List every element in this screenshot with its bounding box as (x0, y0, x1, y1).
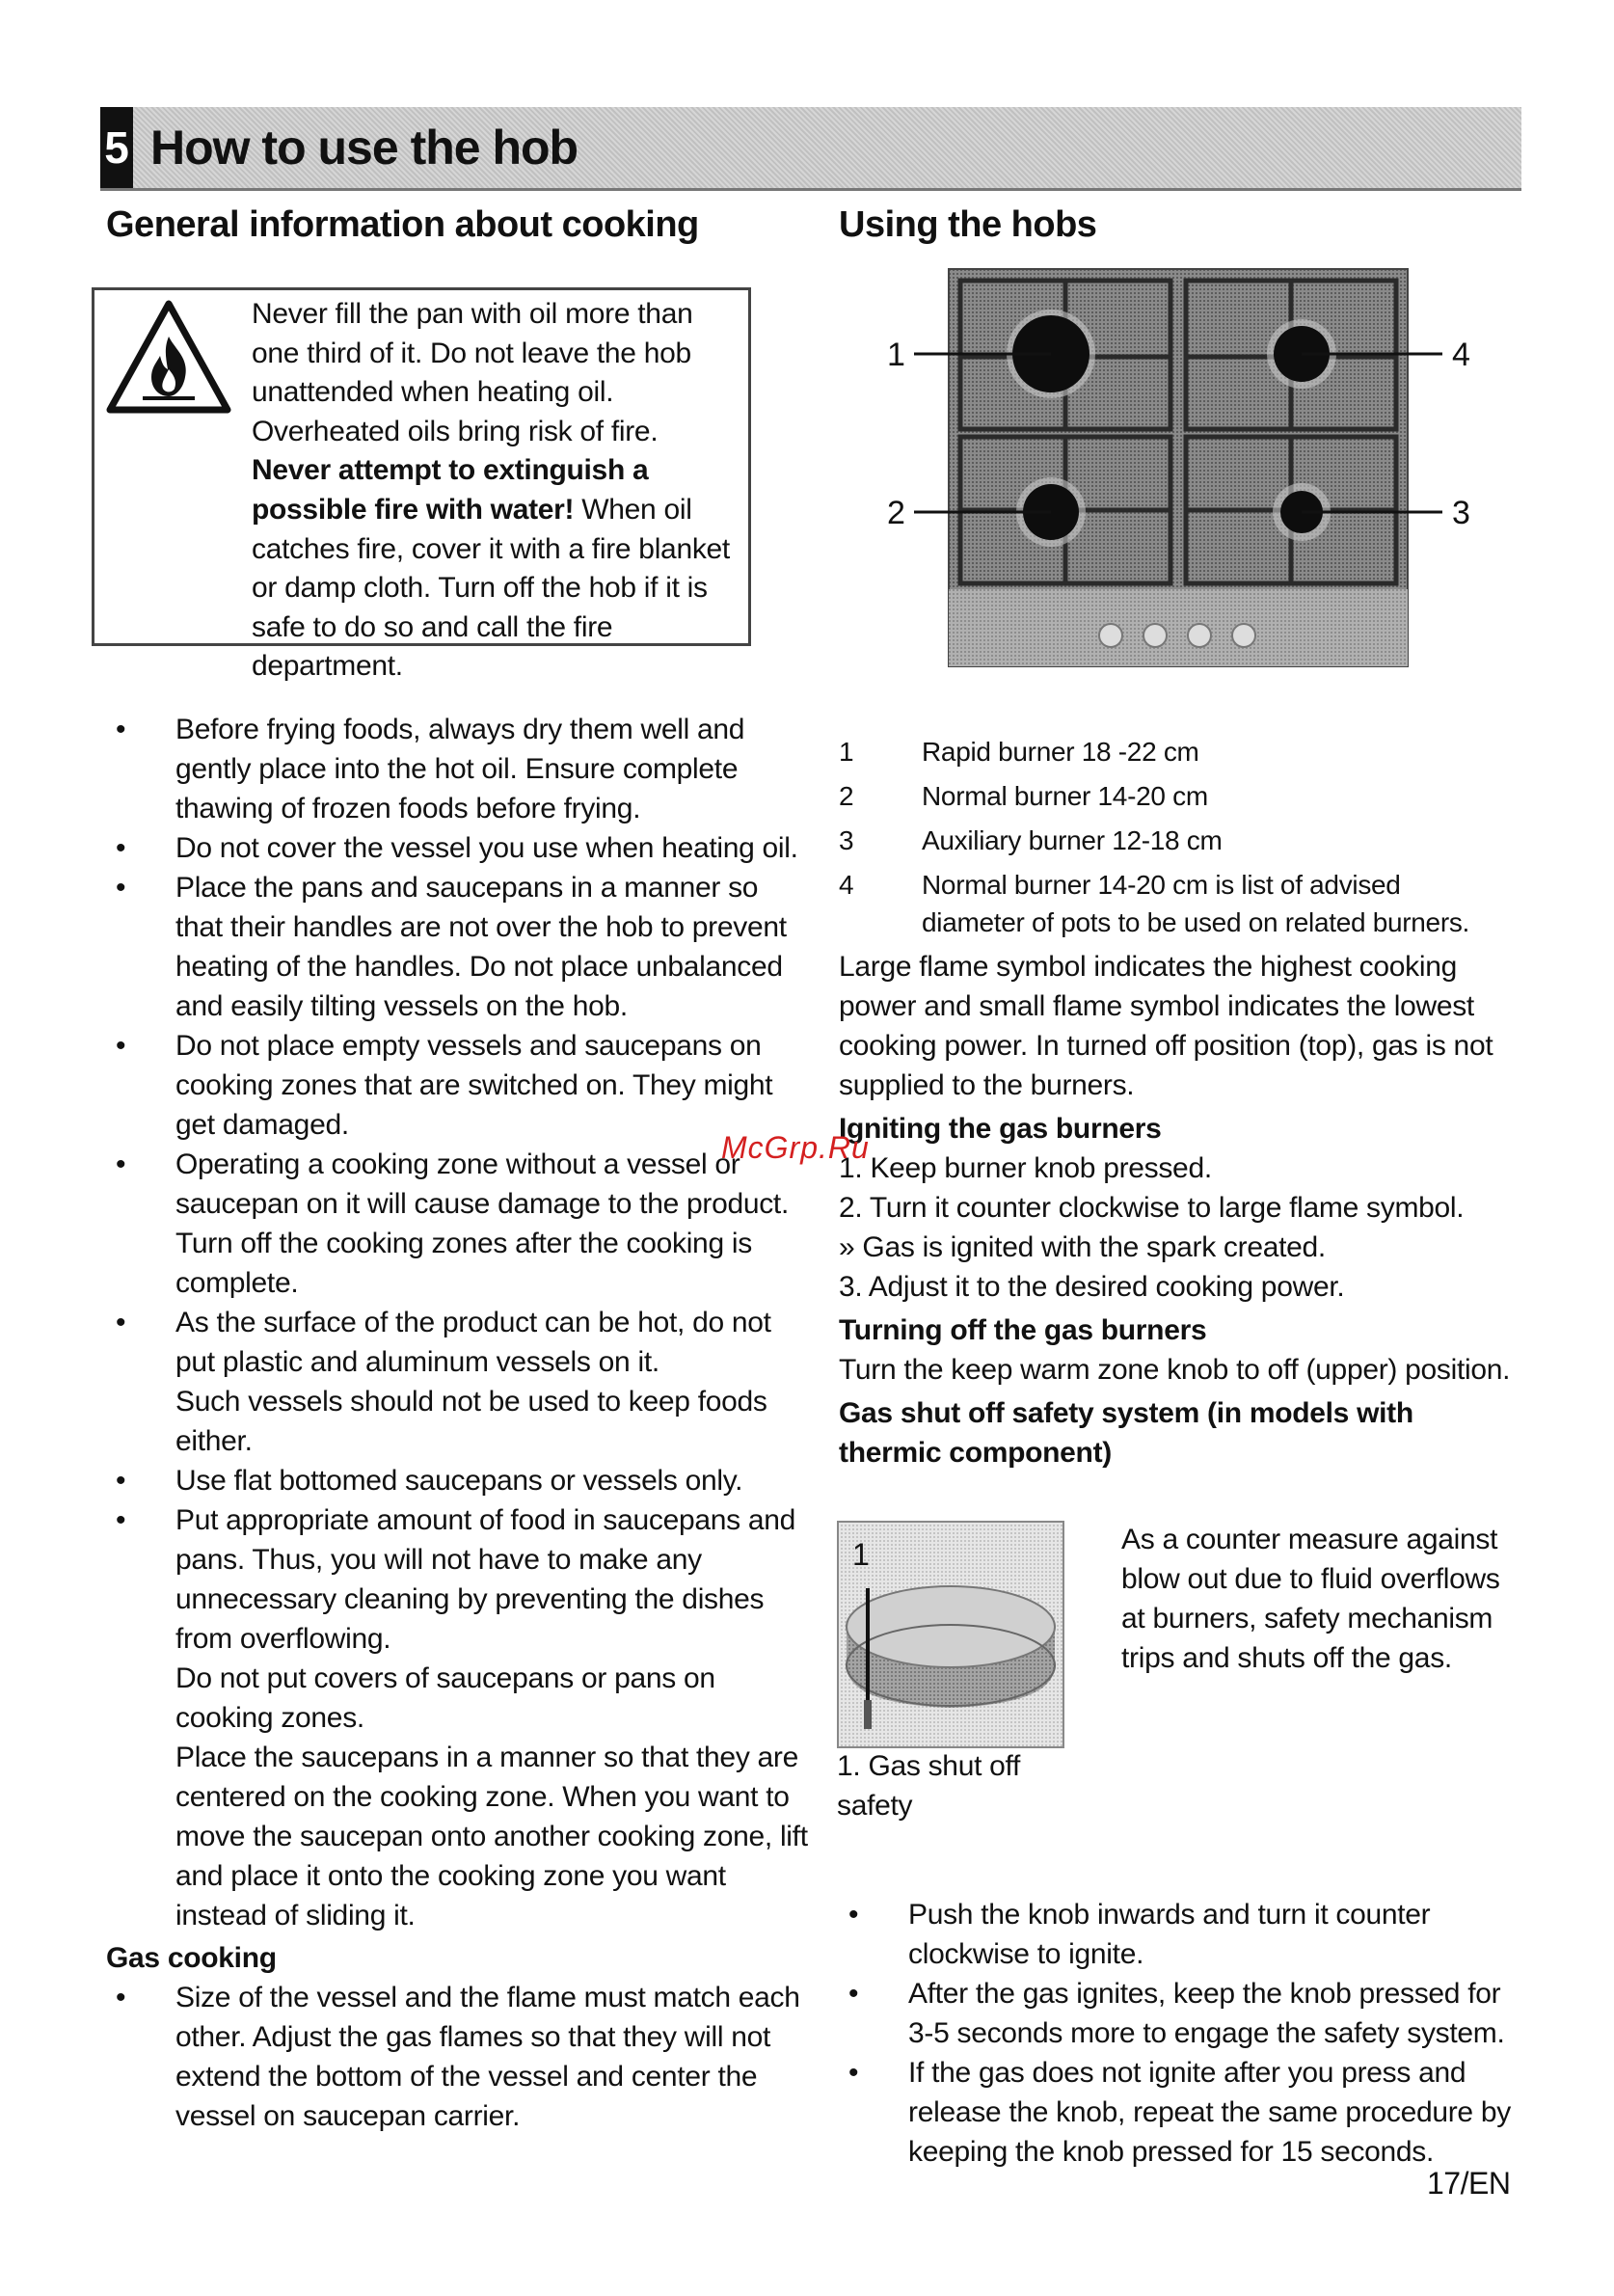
burner-illustration (837, 1521, 1064, 1748)
safety-diagram (837, 1521, 1064, 1748)
list-item: • Do not cover the vessel you use when heating oil. (106, 828, 810, 868)
warning-part1: Never fill the pan with oil more than one third of it. Do not leave the hob unattended when heating oil. Overheated oils bring risk of fire. (252, 298, 693, 447)
safety-caption: 1. Gas shut off safety (837, 1750, 1021, 1822)
safety-description: As a counter measure against blow out due to fluid overflows at burners, safety mechanism trips and shuts off the gas. (1121, 1524, 1500, 1674)
list-item: • Before frying foods, always dry them well and gently place into the hot oil. Ensure complete thawing of frozen foods before frying. (106, 710, 810, 828)
legend-desc: Rapid burner 18 -22 cm (922, 737, 1199, 767)
bullet-paragraph: • As the surface of the product can be hot, do not put plastic and aluminum vessels on it. (175, 1307, 771, 1378)
safety-heading: Gas shut off safety system (in models with thermic component) (839, 1397, 1413, 1469)
list-item (106, 1500, 810, 1935)
safety-callout-1: 1 (852, 1537, 870, 1572)
list-item: • If the gas does not ignite after you press and release the knob, repeat the same procedure by keeping the knob pressed for 15 seconds. (839, 2053, 1533, 2172)
using-hobs-text (839, 947, 1533, 1472)
legend-desc: Normal burner 14-20 cm (922, 781, 1208, 811)
burner-legend (839, 730, 1533, 938)
igniting-step: 1. Keep burner knob pressed. (839, 1152, 1212, 1184)
list-item: • After the gas ignites, keep the knob pressed for 3-5 seconds more to engage the safety system. (839, 1974, 1533, 2053)
hob-diagram (848, 265, 1485, 674)
list-item: • Operating a cooking zone without a vessel or saucepan on it will cause damage to the product. Turn off the cooking zones after the cooking is complete. (106, 1145, 810, 1303)
fire-warning-text (252, 295, 743, 687)
legend-desc: Auxiliary burner 12-18 cm (922, 825, 1223, 855)
list-item: • Use flat bottomed saucepans or vessels only. (106, 1461, 810, 1500)
section-header (100, 107, 1521, 191)
watermark: McGrp.Ru (721, 1130, 870, 1165)
legend-number: 1 (839, 737, 854, 767)
fire-warning-box (92, 287, 751, 683)
legend-row (839, 730, 1533, 774)
list-item: • Do not place empty vessels and saucepans on cooking zones that are switched on. They might get damaged. (106, 1026, 810, 1145)
fire-hazard-icon (106, 300, 231, 416)
turning-off-text: Turn the keep warm zone knob to off (upper) position. (839, 1354, 1511, 1386)
list-item (106, 1303, 810, 1461)
legend-row (839, 863, 1533, 938)
legend-row (839, 819, 1533, 863)
list-item: • Place the pans and saucepans in a manner so that their handles are not over the hob to prevent heating of the handles. Do not place unbalanced and easily tilting vessels on the hob. (106, 868, 810, 1026)
callout-2: 2 (887, 495, 905, 531)
legend-row (839, 774, 1533, 819)
list-item: • Size of the vessel and the flame must match each other. Adjust the gas flames so that they will not extend the bottom of the vessel and center the vessel on saucepan carrier. (106, 1978, 810, 2136)
section-title: How to use the hob (150, 121, 578, 175)
section-number: 5 (100, 107, 133, 188)
hob-illustration (848, 265, 1485, 674)
igniting-step: 2. Turn it counter clockwise to large flame symbol. (839, 1192, 1465, 1224)
legend-number: 4 (839, 870, 854, 900)
igniting-step: 3. Adjust it to the desired cooking power. (839, 1271, 1345, 1303)
general-info-heading: General information about cooking (106, 204, 699, 245)
warning-part2: When oil catches fire, cover it with a fire blanket or damp cloth. Turn off the hob if it is safe to do so and call the fire department. (252, 493, 730, 683)
bullet-paragraph: Such vessels should not be used to keep foods either. (175, 1386, 767, 1457)
bullet-paragraph: • Put appropriate amount of food in saucepans and pans. Thus, you will not have to make any unnecessary cleaning by preventing the dishes from overflowing. (175, 1504, 796, 1655)
legend-desc-continued: diameter of pots to be used on related burners. (922, 907, 1470, 937)
list-item: • Push the knob inwards and turn it counter clockwise to ignite. (839, 1895, 1533, 1974)
turning-off-heading: Turning off the gas burners (839, 1314, 1207, 1346)
legend-number: 3 (839, 825, 854, 855)
legend-number: 2 (839, 781, 854, 811)
callout-3: 3 (1452, 495, 1470, 531)
page-number: 17/EN (1427, 2166, 1511, 2201)
using-hobs-heading: Using the hobs (839, 204, 1097, 245)
legend-desc: Normal burner 14-20 cm is list of advised (922, 870, 1401, 900)
bullet-paragraph: Place the saucepans in a manner so that they are centered on the cooking zone. When you want to move the saucepan onto another cooking zone, lift and place it onto the cooking zone you want instead of sliding it. (175, 1742, 808, 1931)
safety-bullets (839, 1895, 1533, 2172)
flame-symbol-text: Large flame symbol indicates the highest cooking power and small flame symbol indicates the lowest cooking power. In turned off position (top), gas is not supplied to the burners. (839, 951, 1493, 1101)
callout-1: 1 (887, 337, 905, 373)
general-info-list (106, 710, 810, 2136)
gas-cooking-heading: Gas cooking (106, 1942, 277, 1974)
bullet-paragraph: Do not put covers of saucepans or pans on cooking zones. (175, 1662, 715, 1734)
igniting-heading: Igniting the gas burners (839, 1113, 1162, 1145)
callout-4: 4 (1452, 337, 1470, 373)
warning-bold: Never attempt to extinguish a possible fire with water! (252, 454, 649, 526)
igniting-step: » Gas is ignited with the spark created. (839, 1231, 1326, 1263)
